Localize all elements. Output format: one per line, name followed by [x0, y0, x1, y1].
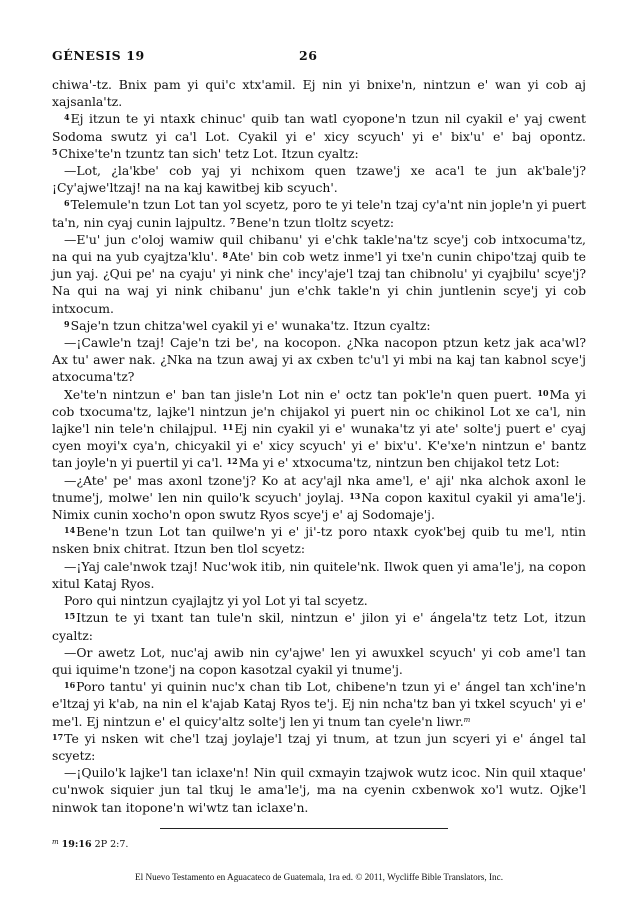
verse-text: Xeꞌteꞌn nintzun eꞌ ban tan jisleꞌn Lot nin eꞌ octz tan pokꞌleꞌn quen puert. [64, 386, 538, 402]
verse-text: —¡Cawleꞌn tzaj! Cajeꞌn tzi beꞌ, na kocopon. ¿Nka nacopon ptzun ketz jak acaꞌwl? Ax tuꞌ awer nak. ¿Nka na tzun awaj yi ax cxben tcꞌuꞌl yi mbi na kaj tan kabnol scyeꞌj atxocumaꞌtz? [52, 335, 586, 385]
paragraph [52, 110, 586, 162]
paragraph [52, 231, 586, 317]
paragraph [52, 644, 586, 678]
verse-number: 11 [222, 422, 234, 433]
verse-text: Na copon kaxitul cyakil yi amaꞌleꞌj. Nimix cunin xochoꞌn opon swutz Ryos scyeꞌj eꞌ aj Sodomajeꞌj. [52, 489, 586, 523]
verse-text: Ateꞌ bin cob wetz inmeꞌl yi txeꞌn cunin chipoꞌtzaj quib te jun yaj. ¿Qui peꞌ na cyajuꞌ yi nink cheꞌ incyꞌajeꞌl tzaj tan chibnoluꞌ yi cyajbiluꞌ scyeꞌj? Na qui na waj yi nink chibanuꞌ jun eꞌchk takleꞌn yi chin juntlenin scyeꞌj yi cob intxocum. [52, 249, 586, 316]
paragraph [52, 764, 586, 816]
paragraph [52, 196, 586, 230]
verse-text: Poro qui nintzun cyajlajtz yi yol Lot yi tal scyetz. [64, 593, 368, 609]
paragraph [52, 592, 586, 609]
footnote-text: 2P 2:7. [94, 839, 129, 850]
verse-text: Ej itzun te yi ntaxk chinucꞌ quib tan watl cyoponeꞌn tzun nil cyakil eꞌ yaj cwent Sodoma swutz yi caꞌl Lot. Cyakil yi eꞌ xicy scyuchꞌ yi eꞌ bixꞌuꞌ eꞌ baj opontz. [52, 111, 586, 144]
verse-text: Ma yi eꞌ xtxocumaꞌtz, nintzun ben chijakol tetz Lot: [238, 455, 560, 471]
paragraph [52, 386, 586, 472]
verse-text: Ma yi cob txocumaꞌtz, lajkeꞌl nintzun jeꞌn chijakol yi puert nin oc chikinol Lot xe caꞌl, nin lajkeꞌl nin teleꞌn chilajpul. [52, 386, 586, 437]
verse-number: 17 [52, 731, 64, 742]
paragraph [52, 558, 586, 592]
verse-text: Beneꞌn tzun Lot tan quilweꞌn yi eꞌ jiꞌ-tz poro ntaxk cyokꞌbej quib tu meꞌl, ntin nsken bnix chitrat. Itzun ben tlol scyetz: [52, 524, 586, 557]
footnote-reference: 19:16 [61, 839, 92, 850]
book-chapter-label: GÉNESIS 19 [52, 48, 145, 63]
paragraph [52, 76, 586, 110]
verse-text: —¡Quiloꞌk lajkeꞌl tan iclaxeꞌn! Nin quil cxmayin tzajwok wutz icoc. Nin quil xtaqueꞌ cuꞌnwok siquier jun tal tkuj le amaꞌleꞌj, ma na cyenin cxbenwok xoꞌl wutz. Ojkeꞌl ninwok tan itoponeꞌn wiꞌwtz tan iclaxeꞌn. [52, 765, 586, 815]
verse-text: Poro tantuꞌ yi quinin nucꞌx chan tib Lot, chibeneꞌn tzun yi eꞌ ángel tan xchꞌineꞌn eꞌltzaj yi kꞌab, na nin el kꞌajab Kataj Ryos teꞌj. Ej nin nchaꞌtz ban yi txkel scyuchꞌ yi eꞌ meꞌl. Ej nintzun eꞌ el quicyꞌaltz solteꞌj len yi tnum tan cyeleꞌn liwr. [52, 679, 586, 729]
verse-text: —Or awetz Lot, nucꞌaj awib nin cyꞌajweꞌ len yi awuxkel scyuchꞌ yi cob ameꞌl tan qui iquimeꞌn tzoneꞌj na copon kasotzal cyakil yi tnumeꞌj. [52, 644, 586, 677]
verse-number: 9 [64, 318, 70, 329]
page-number: 26 [299, 48, 318, 63]
verse-text: chiwaꞌ-tz. Bnix pam yi quiꞌc xtxꞌamil. Ej nin yi bnixeꞌn, nintzun eꞌ wan yi cob aj xajsanlaꞌtz. [52, 77, 586, 110]
verse-text: Telemuleꞌn tzun Lot tan yol scyetz, poro te yi teleꞌn tzaj cyꞌaꞌnt nin jopleꞌn yi puert taꞌn, nin cyaj cunin lajpultz. [52, 197, 586, 230]
paragraph [52, 523, 586, 557]
verse-text: —¡Yaj caleꞌnwok tzaj! Nucꞌwok itib, nin quiteleꞌnk. Ilwok quen yi amaꞌleꞌj, na copon xitul Kataj Ryos. [52, 558, 586, 591]
copyright-notice: El Nuevo Testamento en Aguacateco de Guatemala, 1ra ed. © 2011, Wycliffe Bible Translators, Inc. [135, 872, 503, 882]
footnote-mark: m [52, 838, 59, 846]
verse-number: 10 [537, 387, 549, 398]
verse-text: —¿Ateꞌ peꞌ mas axonl tzoneꞌj? Ko at acyꞌajl nka ameꞌl, eꞌ ajiꞌ nka alchok axonl le tnumeꞌj, molweꞌ len nin quiloꞌk scyuchꞌ joylaj. [52, 472, 586, 505]
paragraph [52, 334, 586, 386]
paragraph [52, 730, 586, 764]
verse-number: 8 [222, 250, 229, 261]
running-header [52, 40, 586, 64]
verse-number: 15 [64, 611, 76, 622]
verse-text: —Eꞌuꞌ jun cꞌoloj wamiw quil chibanuꞌ yi eꞌchk takleꞌnaꞌtz scyeꞌj cob intxocumaꞌtz, na qui na yub cyajtzaꞌkluꞌ. [52, 231, 586, 265]
verse-number: 4 [64, 112, 70, 123]
page [52, 40, 586, 816]
verse-text: Chixeꞌteꞌn tzuntz tan sichꞌ tetz Lot. Itzun cyaltz: [58, 145, 359, 161]
verse-number: 6 [64, 198, 70, 209]
verse-number: 5 [52, 146, 58, 157]
verse-text: Sajeꞌn tzun chitzaꞌwel cyakil yi eꞌ wunakaꞌtz. Itzun cyaltz: [70, 317, 431, 333]
paragraph [52, 609, 586, 643]
verse-number: 16 [64, 680, 76, 691]
paragraph [52, 317, 586, 334]
verse-number: 14 [64, 525, 76, 536]
verse-text: Ej nin cyakil yi eꞌ wunakaꞌtz yi ateꞌ solteꞌj puert eꞌ cyaj cyen moyiꞌx cyaꞌn, chicyakil yi eꞌ xicy scyuchꞌ yi eꞌ bixꞌuꞌ. Kꞌeꞌxeꞌn nintzun eꞌ bantz tan joyleꞌn yi puertil yi caꞌl. [52, 421, 586, 471]
verse-text: Beneꞌn tzun tloltz scyetz: [236, 214, 395, 230]
footnote [52, 838, 128, 850]
verse-text: —Lot, ¿laꞌkbeꞌ cob yaj yi nchixom quen tzaweꞌj xe acaꞌl te jun akꞌbaleꞌj? ¡Cyꞌajweꞌltzaj! na na kaj kawitbej kib scyuchꞌ. [52, 163, 586, 196]
footnote-divider [160, 828, 448, 829]
scripture-text [52, 76, 586, 816]
paragraph [52, 678, 586, 730]
paragraph [52, 162, 586, 196]
footnote-marker: m [463, 715, 471, 724]
paragraph [52, 472, 586, 524]
verse-text: Itzun te yi txant tan tuleꞌn skil, nintzun eꞌ jilon yi eꞌ ángelaꞌtz tetz Lot, itzun cyaltz: [52, 610, 586, 643]
verse-text: Te yi nsken wit cheꞌl tzaj joylajeꞌl tzaj yi tnum, at tzun jun scyeri yi eꞌ ángel tal scyetz: [52, 730, 586, 763]
verse-number: 12 [226, 456, 238, 467]
verse-number: 13 [349, 490, 361, 501]
verse-number: 7 [229, 215, 236, 226]
